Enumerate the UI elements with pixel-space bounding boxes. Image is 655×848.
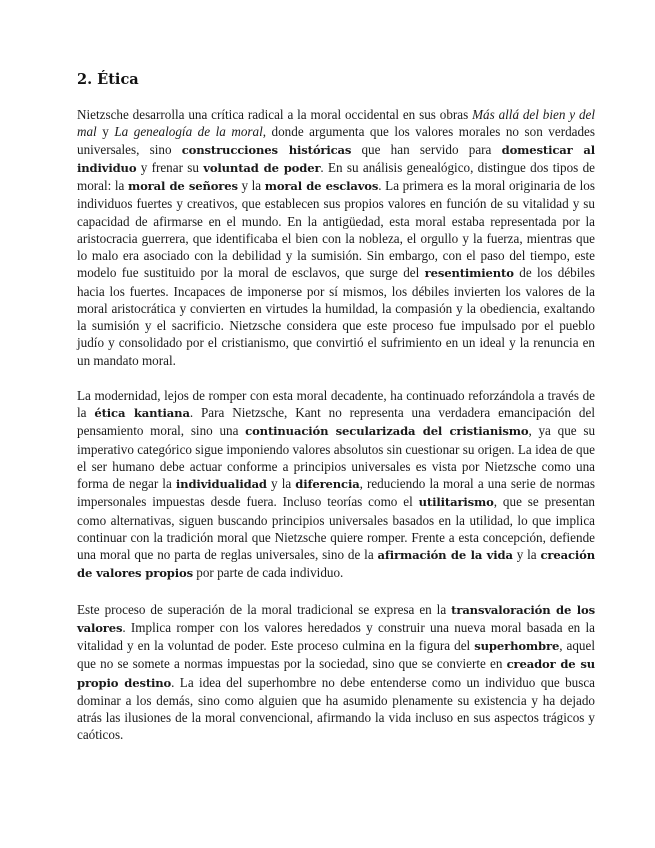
text-run: y la <box>266 476 296 491</box>
term-utilitarismo: utilitarismo <box>418 495 494 510</box>
term-continuacion-secularizada: continuación secularizada del cristianismo <box>245 424 529 439</box>
term-voluntad-de-poder: voluntad de poder <box>203 160 321 175</box>
text-run: . Para Nietzsche, Kant no representa una verdadera emancipación del pensamiento moral, sino una <box>77 405 595 439</box>
book-title-genealogy-of-morals: La genealogía de la moral <box>114 124 263 140</box>
term-transvaloracion: transvaloración de los valores <box>77 602 596 635</box>
paragraph-superhombre <box>77 601 595 744</box>
text-run: y frenar su <box>136 159 204 175</box>
text-run: , donde argumenta que los valores morales no son verdades universales, sino <box>77 124 596 157</box>
term-diferencia: diferencia <box>295 477 360 491</box>
text-run: Nietzsche desarrolla una crítica radical a la moral occidental en sus obras <box>77 107 473 122</box>
text-run: , que se presentan como alternativas, siguen buscando principios universales basados en la utilidad, lo que implica continuar con la tradición moral que Nietzsche quiere romper. Frente a esta concepción, defiende una moral que no parta de reglas universales, sino de la <box>77 494 595 562</box>
term-creacion-de-valores: creación de valores propios <box>77 548 595 581</box>
term-construcciones-historicas: construcciones históricas <box>181 142 352 157</box>
text-run: por parte de cada individuo. <box>192 565 344 581</box>
term-individualidad: individualidad <box>175 477 267 491</box>
section-heading: 2. Ética <box>77 71 139 88</box>
term-moral-de-senores: moral de señores <box>127 179 238 193</box>
paragraph-moral-critique <box>77 106 595 369</box>
text-run: . En su análisis genealógico, distingue dos tipos de moral: la <box>77 159 595 193</box>
term-afirmacion-de-la-vida: afirmación de la vida <box>377 548 513 562</box>
text-run: Este proceso de superación de la moral tradicional se expresa en la <box>77 601 452 617</box>
term-domesticar-individuo: domesticar al individuo <box>77 142 596 175</box>
text-run: . La idea del superhombre no debe entenderse como un individuo que busca dominar a los demás, sino como alguien que ha asumido plenamente su existencia y ha dejado atrás las ilusiones de la moral convencional, afirmando la vida incluso en sus aspectos trágicos y caóticos. <box>77 674 596 743</box>
term-moral-de-esclavos: moral de esclavos <box>264 179 379 193</box>
term-superhombre: superhombre <box>474 639 560 653</box>
text-run: y <box>96 124 115 140</box>
text-run: , reduciendo la moral a una serie de normas impersonales impuestas desde fuera. Incluso teorías como el <box>77 476 595 510</box>
book-title-beyond-good-and-evil: Más allá del bien y del mal <box>77 107 596 140</box>
text-run: . Implica romper con los valores heredados y construir una nueva moral basada en la vitalidad y en la voluntad de poder. Este proceso culmina en la figura del <box>77 619 595 653</box>
text-run: y la <box>512 547 541 562</box>
paragraph-modernity-kant <box>77 387 595 583</box>
text-run: , ya que su imperativo categórico sigue imponiendo valores absolutos sin cuestionar su origen. La idea de que el ser humano debe actuar conforme a principios universales es vista por Nietzsche como una forma de negar la <box>77 423 596 491</box>
document-page <box>77 70 595 762</box>
term-resentimiento: resentimiento <box>424 266 514 281</box>
term-etica-kantiana: ética kantiana <box>94 406 190 420</box>
text-run: , aquel que no se somete a normas impuestas por la sociedad, sino que se convierte en <box>77 638 595 672</box>
text-run: de los débiles hacia los fuertes. Incapaces de imponerse por sí mismos, los débiles invierten los valores de la moral aristocrática y convierten en virtudes la humildad, la compasión y la obediencia, exaltando la sumisión y el sacrificio. Nietzsche considera que este proceso fue impulsado por el pueblo judío y consolidado por el cristianismo, que convirtió el sufrimiento en un ideal y la renuncia en un mandato moral. <box>77 265 595 368</box>
term-creador-de-su-destino: creador de su propio destino <box>77 657 595 690</box>
text-run: que han servido para <box>351 141 502 157</box>
text-run: . La primera es la moral originaria de los individuos fuertes y creativos, que establecen sus propios valores en función de su vitalidad y su capacidad de afirmarse en el mundo. En la antigüedad, esta moral estaba representada por la aristocracia guerrera, que identificaba el bien con la nobleza, el orgullo y la fuerza, mientras que lo malo era asociado con la debilidad y la sumisión. Sin embargo, con el paso del tiempo, este modelo fue sustituido por la moral de esclavos, que surge del <box>77 178 595 281</box>
text-run: La modernidad, lejos de romper con esta moral decadente, ha continuado reforzándola a través de la <box>77 387 595 420</box>
text-run: y la <box>237 178 265 193</box>
